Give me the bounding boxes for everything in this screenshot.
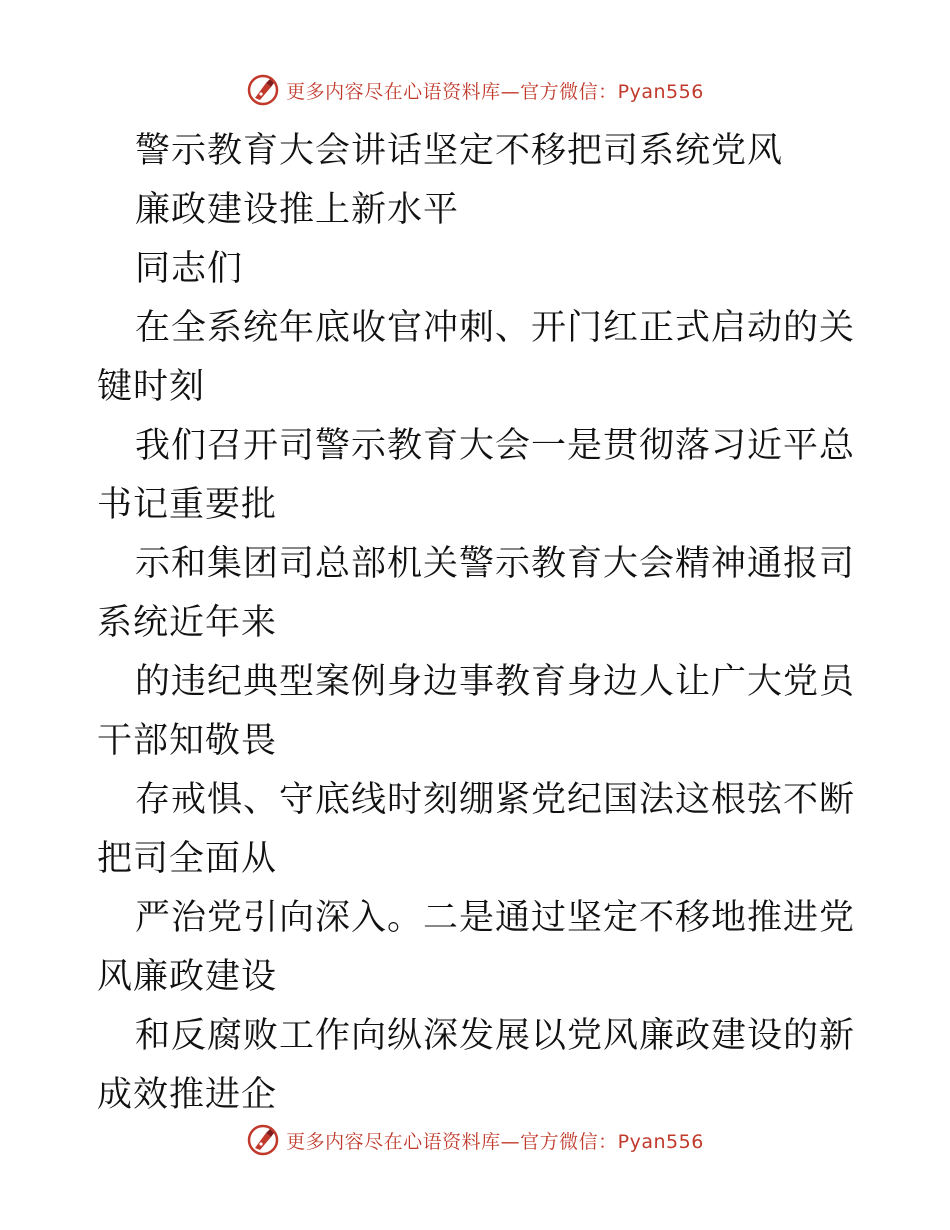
pen-nib-logo-icon [246, 73, 280, 107]
body-paragraph: 示和集团司总部机关警示教育大会精神通报司系统近年来 [97, 544, 856, 643]
body-paragraph: 存戒惧、守底线时刻绷紧党纪国法这根弦不断把司全面从 [97, 780, 856, 879]
pen-nib-logo-icon [246, 1123, 280, 1157]
document-body [97, 122, 857, 1125]
document-title-line-1: 警示教育大会讲话坚定不移把司系统党风 [135, 131, 784, 171]
document-title-line-2: 廉政建设推上新水平 [135, 190, 460, 230]
body-paragraph: 的违纪典型案例身边事教育身边人让广大党员干部知敬畏 [97, 662, 856, 761]
footer-banner [0, 1120, 950, 1160]
body-paragraph: 和反腐败工作向纵深发展以党风廉政建设的新成效推进企 [97, 1016, 856, 1115]
body-paragraph: 在全系统年底收官冲刺、开门红正式启动的关键时刻 [97, 308, 856, 407]
body-paragraph: 严治党引向深入。二是通过坚定不移地推进党风廉政建设 [97, 898, 856, 997]
header-banner-text: 更多内容尽在心语资料库—官方微信：Pyan556 [286, 80, 704, 103]
body-paragraph: 我们召开司警示教育大会一是贯彻落习近平总书记重要批 [97, 426, 856, 525]
salutation: 同志们 [135, 249, 244, 289]
footer-banner-text: 更多内容尽在心语资料库—官方微信：Pyan556 [286, 1130, 704, 1153]
header-banner [0, 70, 950, 110]
